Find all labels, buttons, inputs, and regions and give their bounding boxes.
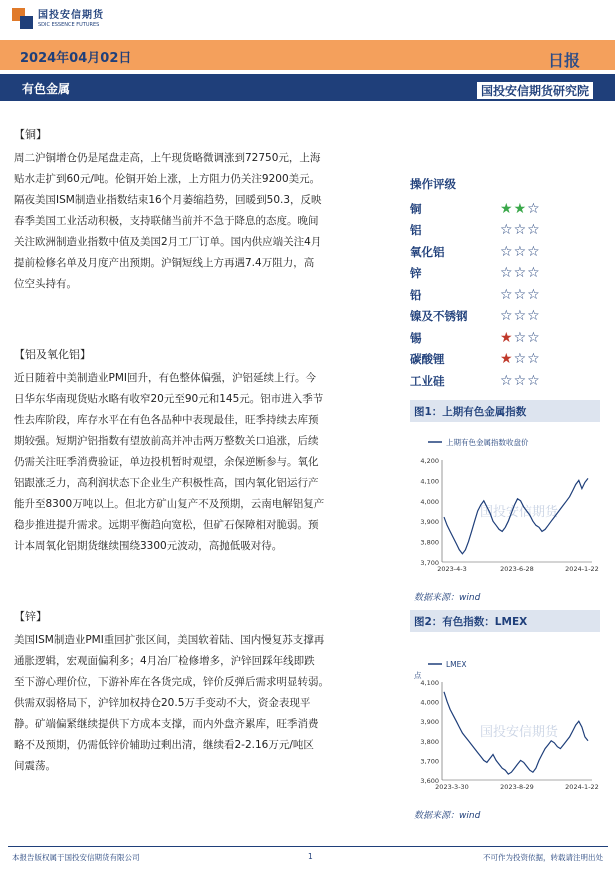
text-line: 铝跟涨乏力，高利润状态下企业生产积极性高，国内氧化铝运行产 xyxy=(14,477,319,489)
footer-divider xyxy=(8,846,608,847)
footer-disclaimer: 不可作为投资依据，转载请注明出处 xyxy=(483,853,603,862)
star-empty-icon: ☆ xyxy=(527,222,541,239)
rating-stars-icon xyxy=(500,287,541,303)
y-tick-label: 4,200 xyxy=(420,457,439,465)
y-tick-label: 3,600 xyxy=(420,777,439,785)
institute-name: 国投安信期货研究院 xyxy=(477,82,593,99)
star-empty-icon: ☆ xyxy=(527,265,541,282)
star-empty-icon: ☆ xyxy=(500,286,514,303)
legend-label: 上期有色金属指数收盘价 xyxy=(446,438,529,447)
star-empty-icon: ☆ xyxy=(527,243,541,260)
rating-row xyxy=(410,241,590,263)
unit-label: 点 xyxy=(414,671,422,680)
y-tick-label: 3,700 xyxy=(420,757,439,766)
star-empty-icon: ☆ xyxy=(513,265,528,282)
text-line: 贴水走扩到60元/吨。伦铜开始上涨，上方阻力仍关注9200美元。 xyxy=(14,173,321,185)
rating-name: 镍及不锈钢 xyxy=(410,309,468,324)
text-line: 静。矿端偏紧继续提供下方成本支撑，而内外盘齐累库，旺季消费 xyxy=(14,718,319,730)
rating-stars-icon xyxy=(500,373,541,389)
chart-2-svg xyxy=(410,634,600,802)
rating-title: 操作评级 xyxy=(410,177,456,191)
logo-name-en: SDIC ESSENCE FUTURES xyxy=(38,21,100,28)
x-tick-label: 2024-1-22 xyxy=(565,565,599,573)
rating-row xyxy=(410,370,590,392)
star-empty-icon: ☆ xyxy=(500,222,514,239)
text-line: 位空头持有。 xyxy=(14,278,77,290)
sector-title: 有色金属 xyxy=(22,82,71,96)
y-tick-label: 3,900 xyxy=(420,718,439,727)
rating-stars-icon xyxy=(500,308,541,324)
rating-name: 氧化铝 xyxy=(410,244,445,259)
report-type: 日报 xyxy=(548,51,581,70)
text-line: 间震荡。 xyxy=(14,760,56,772)
star-empty-icon: ☆ xyxy=(527,200,541,217)
text-line: 能升至8300万吨以上。但北方矿山复产不及预期，云南电解铝复产 xyxy=(14,498,325,510)
rating-name: 碳酸锂 xyxy=(410,352,445,367)
rating-name: 铝 xyxy=(410,223,422,238)
star-empty-icon: ☆ xyxy=(513,351,528,368)
y-tick-label: 4,000 xyxy=(420,698,439,707)
logo-name-cn: 国投安信期货 xyxy=(38,9,104,21)
figure-1-source: 数据来源：wind xyxy=(414,593,481,603)
x-tick-label: 2023-4-3 xyxy=(437,565,467,573)
star-empty-icon: ☆ xyxy=(500,265,514,282)
rating-stars-icon xyxy=(500,222,541,238)
y-tick-label: 3,800 xyxy=(420,538,439,547)
text-line: 近日随着中美制造业PMI回升，有色整体偏强，沪铝延续上行。今 xyxy=(14,372,316,384)
text-line: 供需双弱格局下，沪锌加权持仓20.5万手变动不大，资金表现平 xyxy=(14,697,311,709)
star-empty-icon: ☆ xyxy=(513,372,528,389)
rating-row xyxy=(410,284,590,306)
rating-name: 铅 xyxy=(410,287,422,302)
star-filled-icon: ★ xyxy=(500,329,514,346)
text-line: 仍需关注旺季消费验证，单边投机暂时观望，余保逆断参与。氧化 xyxy=(14,456,319,468)
rating-stars-icon xyxy=(500,265,541,281)
watermark-text: 国投安信期货 xyxy=(480,725,559,740)
rating-stars-icon xyxy=(500,351,541,367)
text-line: 日华东华南现货贴水略有收窄20元至90元和145元。铝市进入季节 xyxy=(14,393,324,405)
star-filled-icon: ★ xyxy=(513,200,528,217)
star-empty-icon: ☆ xyxy=(513,329,528,346)
footer-copyright: 本报告版权属于国投安信期货有限公司 xyxy=(12,853,140,862)
section-heading-zinc: 【锌】 xyxy=(14,610,47,623)
y-tick-label: 3,900 xyxy=(420,518,439,527)
text-line: 稳步推进提升需求。远期平衡趋向宽松，但矿石保障相对脆弱。预 xyxy=(14,519,319,531)
figure-2-label: 图2：有色指数：LMEX xyxy=(410,610,600,632)
text-line: 关注欧洲制造业指数中值及美国2月工厂订单。国内供应端关注4月 xyxy=(14,236,322,248)
rating-stars-icon xyxy=(500,244,541,260)
section-body-aluminium xyxy=(14,368,400,557)
star-empty-icon: ☆ xyxy=(513,286,528,303)
star-empty-icon: ☆ xyxy=(527,329,541,346)
rating-row xyxy=(410,198,590,220)
rating-panel xyxy=(410,176,590,392)
x-tick-label: 2023-6-28 xyxy=(500,565,534,573)
y-tick-label: 3,800 xyxy=(420,737,439,746)
star-empty-icon: ☆ xyxy=(513,308,528,325)
y-tick-label: 3,700 xyxy=(420,559,439,567)
figure-1-label: 图1：上期有色金属指数 xyxy=(410,400,600,422)
x-tick-label: 2024-1-22 xyxy=(565,783,599,791)
section-body-zinc xyxy=(14,630,400,777)
y-tick-label: 4,100 xyxy=(420,679,439,687)
x-tick-label: 2023-3-30 xyxy=(435,783,469,791)
text-line: 美国ISM制造业PMI重回扩张区间，美国软着陆、国内慢复苏支撑再 xyxy=(14,634,325,646)
star-empty-icon: ☆ xyxy=(527,286,541,303)
rating-row xyxy=(410,220,590,242)
chart-1-svg xyxy=(410,424,600,584)
rating-name: 锌 xyxy=(410,266,422,281)
text-line: 提前检修名单及月度产出预期。沪铜短线上方再遇7.4万阻力，高 xyxy=(14,257,315,269)
star-empty-icon: ☆ xyxy=(500,243,514,260)
star-empty-icon: ☆ xyxy=(527,372,541,389)
text-line: 计本周氧化铝期货继续围绕3300元波动，高抛低吸对待。 xyxy=(14,540,283,552)
y-tick-label: 4,100 xyxy=(420,477,439,486)
text-line: 隔夜美国ISM制造业指数结束16个月萎缩趋势，回暖到50.3，反映 xyxy=(14,194,322,206)
rating-stars-icon xyxy=(500,201,541,217)
figure-2-chart xyxy=(410,634,600,806)
rating-name: 锡 xyxy=(410,330,422,345)
star-empty-icon: ☆ xyxy=(513,222,528,239)
logo-mark xyxy=(12,8,34,30)
star-empty-icon: ☆ xyxy=(527,308,541,325)
rating-stars-icon xyxy=(500,330,541,346)
x-tick-label: 2023-8-29 xyxy=(500,783,534,791)
section-heading-aluminium: 【铝及氧化铝】 xyxy=(14,348,91,361)
star-empty-icon: ☆ xyxy=(500,372,514,389)
text-line: 至下游心理价位，下游补库在各货完成，锌价反弹后需求明显转弱。 xyxy=(14,676,329,688)
section-body-copper xyxy=(14,148,400,295)
text-line: 通胀逻辑，宏观面偏利多；4月冶厂检修增多，沪锌回踩年线即跌 xyxy=(14,655,315,667)
star-filled-icon: ★ xyxy=(500,351,514,368)
star-empty-icon: ☆ xyxy=(527,351,541,368)
report-date: 2024年04月02日 xyxy=(20,51,132,66)
y-tick-label: 4,000 xyxy=(420,497,439,506)
rating-name: 铜 xyxy=(410,201,422,216)
page-number: 1 xyxy=(308,852,313,861)
text-line: 周二沪铜增仓仍是尾盘走高，上午现货略微调涨到72750元，上海 xyxy=(14,152,321,164)
star-empty-icon: ☆ xyxy=(513,243,528,260)
text-line: 春季美国工业活动积极，支持联储当前并不急于降息的态度。晚间 xyxy=(14,215,319,227)
text-line: 性去库阶段，库存水平在有色各品种中表现最佳，旺季持续去库预 xyxy=(14,414,319,426)
rating-row xyxy=(410,349,590,371)
section-heading-copper: 【铜】 xyxy=(14,128,47,141)
star-empty-icon: ☆ xyxy=(500,308,514,325)
rating-name: 工业硅 xyxy=(410,373,445,388)
watermark-text: 国投安信期货 xyxy=(480,505,559,520)
rating-row xyxy=(410,327,590,349)
legend-label: LMEX xyxy=(446,660,467,669)
star-filled-icon: ★ xyxy=(500,200,514,217)
text-line: 期较强。短期沪铝指数有望放前高并冲击两万整数关口追涨，后续 xyxy=(14,435,319,447)
text-line: 略不及预期，仍需低锌价辅助过剩出清，继续看2-2.16万元/吨区 xyxy=(14,739,314,751)
rating-row xyxy=(410,263,590,285)
figure-1-chart xyxy=(410,424,600,588)
company-logo xyxy=(12,6,104,32)
rating-row xyxy=(410,306,590,328)
figure-2-source: 数据来源：wind xyxy=(414,811,481,821)
